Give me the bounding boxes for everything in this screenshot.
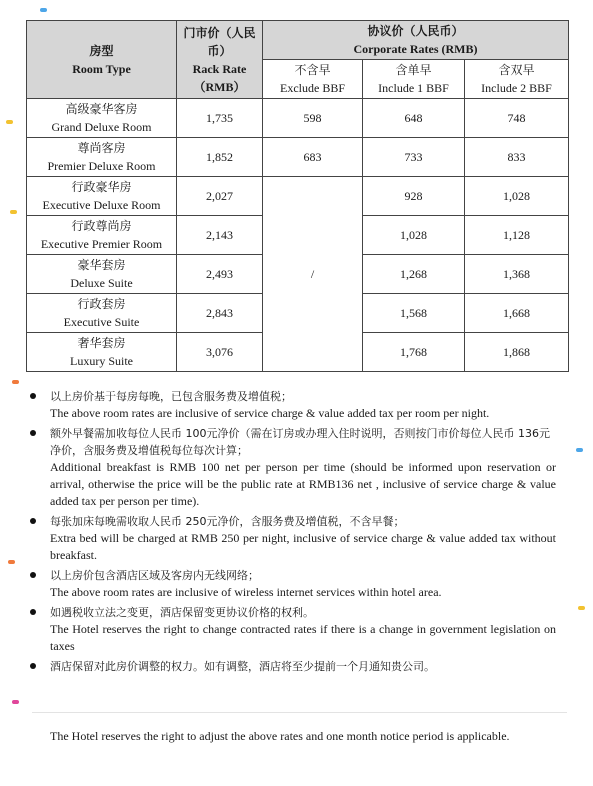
rack-rate-cell: 2,027 — [177, 177, 263, 216]
note-text-cn: 以上房价包含酒店区域及客房内无线网络； — [50, 569, 259, 582]
include-1-bbf-header-en: Include 1 BBF — [378, 81, 449, 95]
exclude-bbf-cell: 598 — [263, 99, 363, 138]
include-2-bbf-cell: 1,028 — [465, 177, 569, 216]
rack-rate-cell: 2,843 — [177, 294, 263, 333]
bullet-icon — [30, 572, 36, 578]
rack-rate-cell: 2,493 — [177, 255, 263, 294]
room-type-cell — [27, 255, 177, 294]
corporate-rates-header — [263, 21, 569, 60]
room-type-cell — [27, 216, 177, 255]
include-2-bbf-header-cn: 含双早 — [498, 63, 535, 77]
room-name-en: Executive Suite — [63, 315, 140, 329]
room-type-cell — [27, 99, 177, 138]
include-1-bbf-cell: 1,768 — [363, 333, 465, 372]
list-item — [26, 425, 556, 510]
confetti-dot — [576, 448, 583, 452]
room-type-header-en: Room Type — [72, 61, 131, 76]
include-1-bbf-header-cn: 含单早 — [395, 63, 432, 77]
rack-rate-cell: 2,143 — [177, 216, 263, 255]
room-name-cn: 高级豪华客房 — [65, 102, 138, 116]
room-type-header — [27, 21, 177, 99]
bullet-icon — [30, 518, 36, 524]
exclude-bbf-header — [263, 60, 363, 99]
room-type-cell — [27, 294, 177, 333]
confetti-dot — [10, 210, 17, 214]
include-1-bbf-cell: 1,268 — [363, 255, 465, 294]
include-2-bbf-cell: 1,368 — [465, 255, 569, 294]
include-2-bbf-cell: 1,868 — [465, 333, 569, 372]
include-1-bbf-cell: 928 — [363, 177, 465, 216]
room-name-en: Grand Deluxe Room — [51, 120, 152, 134]
rack-rate-cell: 1,735 — [177, 99, 263, 138]
room-name-cn: 豪华套房 — [77, 258, 126, 272]
include-1-bbf-header — [363, 60, 465, 99]
bullet-icon — [30, 393, 36, 399]
include-1-bbf-cell: 1,028 — [363, 216, 465, 255]
include-2-bbf-cell: 833 — [465, 138, 569, 177]
room-name-en: Premier Deluxe Room — [47, 159, 156, 173]
room-type-header-cn: 房型 — [89, 43, 114, 58]
list-item — [26, 658, 556, 675]
note-text-en: The above room rates are inclusive of wireless internet services within hotel area. — [50, 585, 442, 599]
note-text-cn: 酒店保留对此房价调整的权力。如有调整，酒店将至少提前一个月通知贵公司。 — [50, 660, 435, 673]
note-text-en: The Hotel reserves the right to change contracted rates if there is a change in government legislation on taxes — [50, 622, 556, 653]
room-name-cn: 行政套房 — [77, 297, 126, 311]
list-item — [26, 513, 556, 564]
confetti-dot — [578, 606, 585, 610]
room-name-en: Deluxe Suite — [70, 276, 133, 290]
exclude-bbf-not-applicable-cell: / — [263, 177, 363, 372]
final-note: The Hotel reserves the right to adjust the above rates and one month notice period is applicable. — [50, 729, 510, 743]
table-row — [27, 99, 569, 138]
list-item — [26, 388, 556, 422]
table-row — [27, 138, 569, 177]
rack-rate-cell: 3,076 — [177, 333, 263, 372]
room-name-cn: 行政尊尚房 — [71, 219, 132, 233]
room-type-cell — [27, 138, 177, 177]
include-1-bbf-cell: 1,568 — [363, 294, 465, 333]
note-text-en: Extra bed will be charged at RMB 250 per night, inclusive of service charge & value added tax without breakfast. — [50, 531, 556, 562]
room-name-cn: 行政豪华房 — [71, 180, 132, 194]
rack-rate-header — [177, 21, 263, 99]
bullet-icon — [30, 430, 36, 436]
room-name-en: Executive Premier Room — [40, 237, 163, 251]
include-1-bbf-cell: 648 — [363, 99, 465, 138]
note-text-cn: 以上房价基于每房每晚，已包含服务费及增值税； — [50, 390, 292, 403]
room-name-cn: 奢华套房 — [77, 336, 126, 350]
rack-rate-cell: 1,852 — [177, 138, 263, 177]
bullet-icon — [30, 609, 36, 615]
room-name-cn: 尊尚客房 — [77, 141, 126, 155]
confetti-dot — [8, 560, 15, 564]
confetti-dot — [12, 700, 19, 704]
room-name-en: Executive Deluxe Room — [42, 198, 161, 212]
list-item — [26, 567, 556, 601]
room-type-cell — [27, 333, 177, 372]
rack-rate-header-en: Rack Rate（RMB） — [192, 61, 247, 94]
corporate-rates-header-en: Corporate Rates (RMB) — [353, 42, 478, 56]
corporate-rates-header-cn: 协议价（人民币） — [367, 24, 464, 38]
include-2-bbf-cell: 748 — [465, 99, 569, 138]
confetti-dot — [12, 380, 19, 384]
room-type-cell — [27, 177, 177, 216]
include-1-bbf-cell: 733 — [363, 138, 465, 177]
divider — [32, 712, 567, 713]
confetti-dot — [6, 120, 13, 124]
exclude-bbf-header-en: Exclude BBF — [280, 81, 345, 95]
room-rate-table — [26, 20, 569, 372]
note-text-cn: 每张加床每晚需收取人民币 250元净价，含服务费及增值税，不含早餐； — [50, 515, 405, 528]
rack-rate-header-cn: 门市价（人民币） — [183, 25, 256, 58]
include-2-bbf-header — [465, 60, 569, 99]
note-text-en: Additional breakfast is RMB 100 net per person per time (should be informed upon reservation or arrival, otherwise the price will be the public rate at RMB136 net , inclusive of service charge & value added tax per person per time). — [50, 460, 556, 508]
terms-notes-list — [26, 388, 556, 678]
exclude-bbf-header-cn: 不含早 — [294, 63, 331, 77]
include-2-bbf-header-en: Include 2 BBF — [481, 81, 552, 95]
note-text-cn: 额外早餐需加收每位人民币 100元净价（需在订房或办理入住时说明，否则按门市价每位人民币 136元净价，含服务费及增值税每位每次计算； — [50, 427, 550, 457]
confetti-dot — [40, 8, 47, 12]
include-2-bbf-cell: 1,668 — [465, 294, 569, 333]
include-2-bbf-cell: 1,128 — [465, 216, 569, 255]
note-text-cn: 如遇税收立法之变更，酒店保留变更协议价格的权利。 — [50, 606, 314, 619]
table-row — [27, 177, 569, 216]
bullet-icon — [30, 663, 36, 669]
exclude-bbf-cell: 683 — [263, 138, 363, 177]
room-name-en: Luxury Suite — [70, 354, 133, 368]
list-item — [26, 604, 556, 655]
note-text-en: The above room rates are inclusive of service charge & value added tax per room per night. — [50, 406, 490, 420]
